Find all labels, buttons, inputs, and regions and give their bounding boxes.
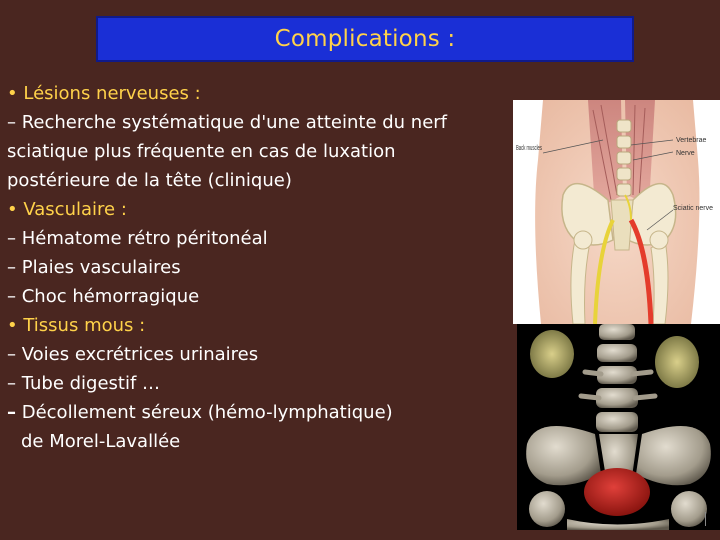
label-vertebrae: Vertebrae: [676, 137, 707, 144]
slide-content: [7, 79, 507, 456]
body-line: – Tube digestif …: [7, 373, 161, 394]
slide-edge-mark: [705, 512, 710, 526]
bullet-heading-vascular: [7, 195, 507, 224]
sciatic-nerve-anatomy-image: [513, 100, 720, 324]
bullet-heading-soft-tissue: [7, 311, 507, 340]
bullet-heading-nerves: [7, 79, 507, 108]
body-line: sciatique plus fréquente en cas de luxation: [7, 141, 396, 162]
label-sciatic-nerve: Sciatic nerve: [673, 205, 714, 212]
ct-3d-pelvis-image: [517, 324, 720, 530]
body-line-bold-dash: – Décollement séreux (hémo-lymphatique): [7, 402, 393, 423]
label-nerve: Nerve: [676, 150, 695, 157]
bullet-marker: •: [7, 315, 18, 336]
body-line-indented: de Morel-Lavallée: [21, 431, 181, 452]
slide-title: Complications :: [274, 26, 456, 52]
bullet-marker: •: [7, 199, 18, 220]
bullet-text: Vasculaire :: [23, 199, 127, 220]
body-line: – Choc hémorragique: [7, 286, 200, 307]
body-line: – Voies excrétrices urinaires: [7, 344, 259, 365]
slide-title-box: [96, 16, 634, 62]
body-line: – Hématome rétro péritonéal: [7, 228, 268, 249]
body-line: postérieure de la tête (clinique): [7, 170, 292, 191]
body-line: – Plaies vasculaires: [7, 257, 181, 278]
label-back-muscles: Back muscles: [516, 145, 543, 152]
bullet-text: Lésions nerveuses :: [23, 83, 201, 104]
body-line: – Recherche systématique d'une atteinte du nerf: [7, 112, 448, 133]
bullet-text: Tissus mous :: [23, 315, 146, 336]
anatomy-illustration: [513, 100, 720, 324]
ct-reconstruction: [517, 324, 720, 530]
bullet-marker: •: [7, 83, 18, 104]
